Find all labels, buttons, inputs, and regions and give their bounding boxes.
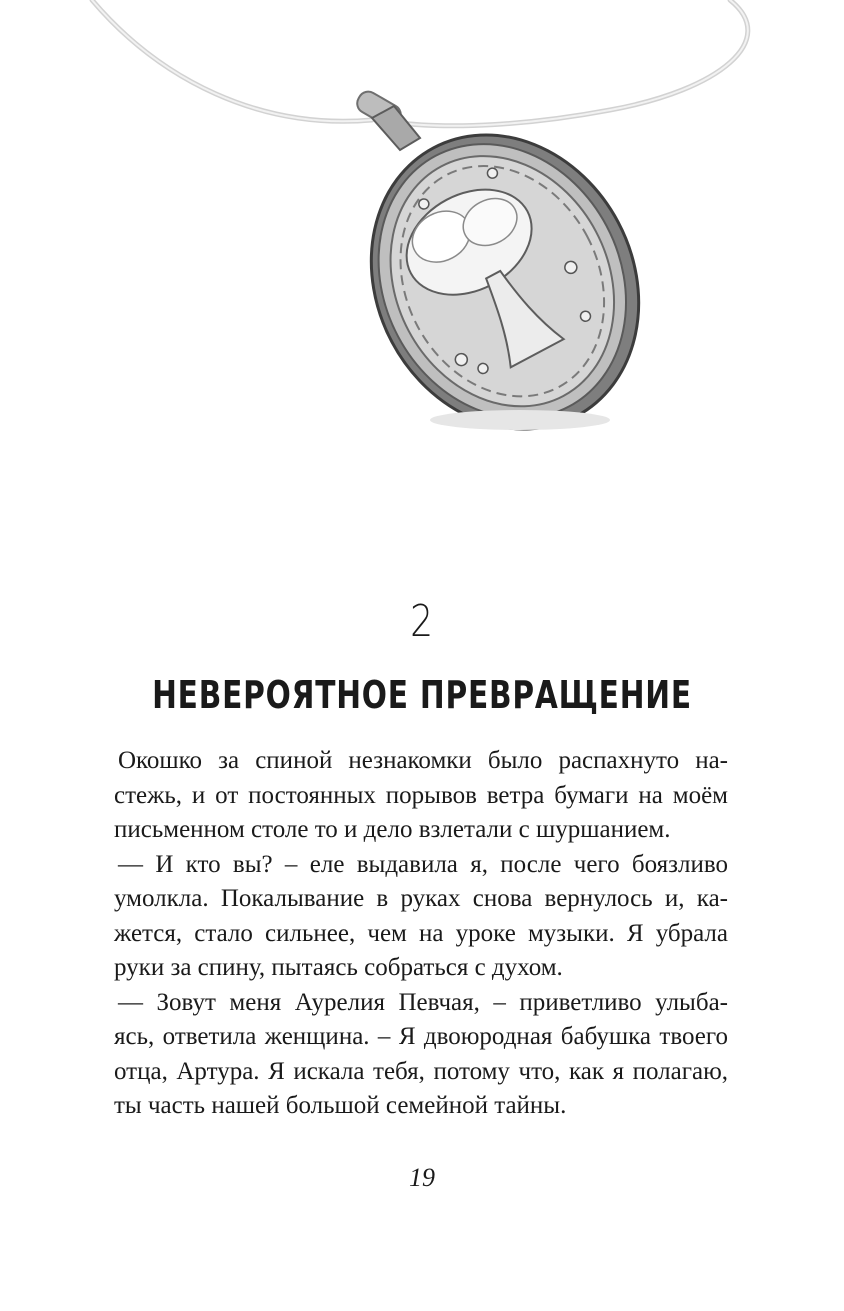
page-number: 19 xyxy=(409,1163,435,1192)
text-line: Окошко за спиной незнакомки было распахнуто на- xyxy=(118,747,728,774)
text-line: умолкла. Покалывание в руках снова вернулось и, ка- xyxy=(114,885,728,912)
locket-illustration xyxy=(0,0,844,470)
text-line: письменном столе то и дело взлетали с шуршанием. xyxy=(114,816,671,843)
chain-icon xyxy=(92,0,748,126)
text-line: ясь, ответила женщина. – Я двоюродная бабушка твоего xyxy=(114,1023,728,1050)
text-line: ты часть нашей большой семейной тайны. xyxy=(114,1092,567,1119)
locket-shadow-icon xyxy=(430,410,610,430)
chapter-title: НЕВЕРОЯТНОЕ ПРЕВРАЩЕНИЕ xyxy=(152,673,692,717)
chapter-body xyxy=(114,744,728,1124)
text-line: — И кто вы? – еле выдавила я, после чего боязливо xyxy=(118,850,728,878)
text-line: руки за спину, пытаясь собраться с духом. xyxy=(114,954,563,981)
text-line: стежь, и от постоянных порывов ветра бумаги на моём xyxy=(114,781,728,809)
text-line: — Зовут меня Аурелия Певчая, – приветливо улыба- xyxy=(118,988,728,1016)
text-line: жется, стало сильнее, чем на уроке музыки. Я убрала xyxy=(114,919,728,947)
chapter-number: 2 xyxy=(410,596,434,647)
text-line: отца, Артура. Я искала тебя, потому что, как я полагаю, xyxy=(114,1057,728,1085)
chain-highlight-icon xyxy=(92,0,748,126)
